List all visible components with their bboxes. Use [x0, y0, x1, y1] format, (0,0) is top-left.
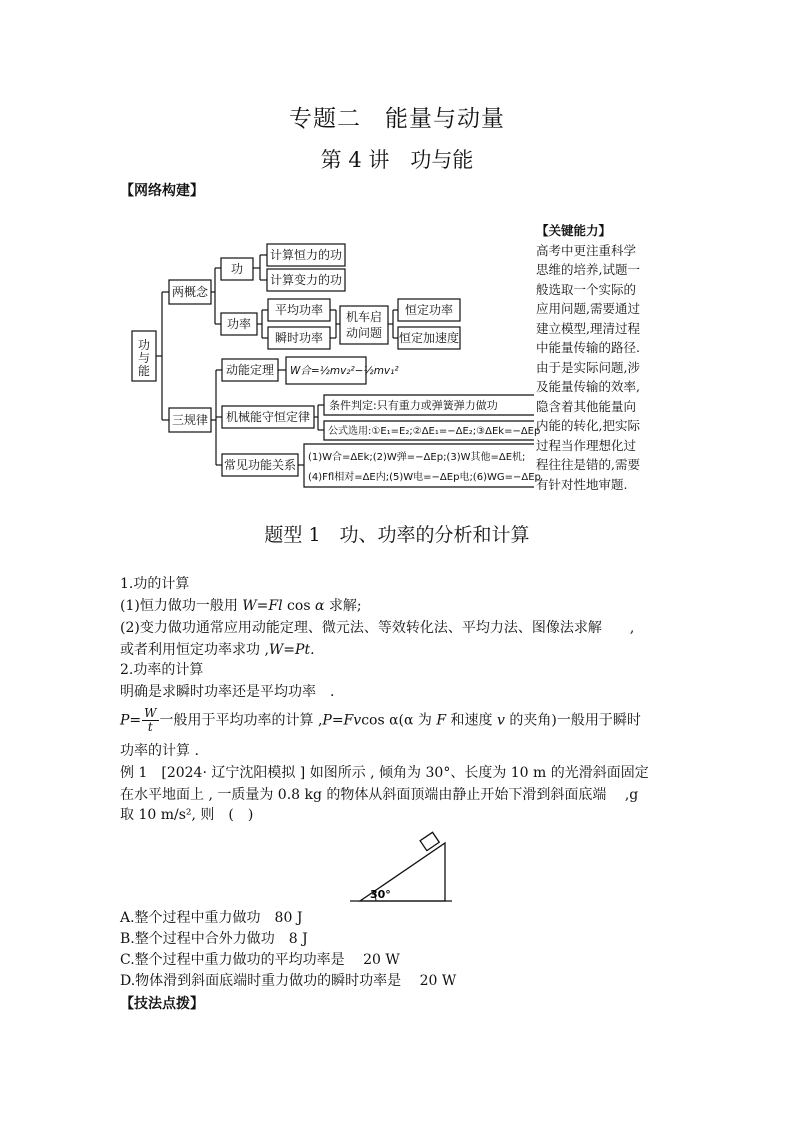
example-line-2: 在水平地面上 , 一质量为 0.8 kg 的物体从斜面顶端由静止开始下滑到斜面底端 ,g [120, 787, 639, 803]
mindmap-labels [138, 247, 541, 483]
gonglv-label: 功率 [226, 317, 252, 331]
key-ability-title: 【关键能力】 [536, 223, 612, 238]
example-line-3: 取 10 m/s², 则 ( ) [120, 807, 254, 823]
branch2-label: 三规律 [171, 413, 209, 427]
note-line: 建立模型,理清过程 [536, 320, 640, 336]
note-line: 应用问题,需要通过 [536, 301, 640, 316]
option-b: B.整个过程中合外力做功 8 J [120, 931, 308, 947]
dongneng-formula: W合=½mv₂²−½mv₁² [290, 365, 399, 377]
para-const-force: (1)恒力做功一般用 W=Fl cos α 求解; [120, 598, 362, 614]
note-line: 由于是实际问题,涉 [536, 359, 640, 375]
jiche-item-power: 恒定功率 [404, 303, 454, 317]
key-ability-note [536, 221, 666, 494]
note-line: 隐含着其他能量向 [536, 398, 637, 414]
para-inst-power: 功率的计算 . [120, 743, 199, 759]
section-heading: 题型 1 功、功率的分析和计算 [264, 524, 530, 546]
section-tag-network: 【网络构建】 [120, 183, 204, 199]
gong-item-const: 计算恒力的功 [269, 248, 343, 262]
note-line: 中能量传输的路径. [536, 340, 640, 355]
branch1-label: 两概念 [171, 285, 209, 299]
gonglv-item-inst: 瞬时功率 [274, 331, 324, 345]
root-label-1: 功 [137, 338, 151, 352]
dongneng-label: 动能定理 [225, 363, 275, 377]
knowledge-mindmap [0, 0, 794, 520]
fraction-w-over-t: $\frac{W}{t}$ [144, 706, 157, 734]
jiche-item-accel: 恒定加速度 [398, 331, 460, 345]
note-line: 内能的转化,把实际 [536, 418, 640, 433]
block-icon [420, 832, 439, 850]
example-line-1: 例 1 [2024· 辽宁沈阳模拟 ] 如图所示 , 倾角为 30°、长度为 10 m 的光滑斜面固定 [120, 765, 649, 781]
angle-label: 30° [370, 888, 391, 901]
gong-label: 功 [230, 262, 244, 276]
gonglv-item-avg: 平均功率 [274, 303, 324, 317]
page-title: 专题二 能量与动量 [289, 106, 505, 132]
option-d: D.物体滑到斜面底端时重力做功的瞬时功率是 20 W [120, 973, 457, 989]
lecture-title: 第 4 讲 功与能 [320, 148, 474, 172]
note-line: 过程当作理想化过 [536, 437, 637, 453]
root-label-2: 与 [137, 351, 151, 365]
para-var-force: (2)变力做功通常应用动能定理、微元法、等效转化法、平均力法、图像法求解 , [120, 620, 635, 636]
jixie-label: 机械能守恒定律 [225, 410, 311, 424]
jiche-label-1: 机车启 [345, 310, 383, 324]
jixie-formula: 公式选用:①E₁=E₂;②ΔE₁=−ΔE₂;③ΔEk=−ΔEp [328, 426, 541, 437]
gong-item-var: 计算变力的功 [269, 273, 343, 287]
relation-line-1: (1)W合=ΔEk;(2)W弹=−ΔEp;(3)W其他=ΔE机; [308, 452, 526, 463]
para-work-calc: 1.功的计算 [120, 576, 190, 592]
note-line: 般选取一个实际的 [536, 281, 637, 297]
para-const-power: 或者利用恒定功率求功 ,W=Pt. [120, 642, 315, 658]
note-line: 高考中更注重科学 [536, 242, 637, 258]
para-power-type: 明确是求瞬时功率还是平均功率 . [120, 684, 335, 700]
root-label-3: 能 [137, 364, 151, 378]
jixie-condition: 条件判定:只有重力或弹簧弹力做功 [329, 399, 498, 412]
section-tag-tips: 【技法点拨】 [120, 996, 204, 1012]
note-line: 及能量传输的效率, [536, 379, 640, 394]
note-line: 有针对性地审题. [536, 476, 628, 492]
changjian-label: 常见功能关系 [223, 458, 297, 472]
note-line: 思维的培养,试题一 [536, 262, 640, 277]
para-power-formula: P= $\frac{W}{t}$ 一般用于平均功率的计算 ,P=Fvcos α(α 为 F 和速度 v 的夹角)一般用于瞬时 [120, 706, 641, 734]
option-c: C.整个过程中重力做功的平均功率是 20 W [120, 952, 400, 968]
option-a: A.整个过程中重力做功 80 J [120, 910, 303, 926]
incline-figure [340, 825, 470, 905]
note-line: 程往往是错的,需要 [536, 457, 640, 472]
relation-line-2: (4)Ffl相对=ΔE内;(5)W电=−ΔEp电;(6)WG=−ΔEp [308, 472, 541, 483]
jiche-label-2: 动问题 [345, 326, 383, 340]
para-power-calc: 2.功率的计算 [120, 662, 204, 678]
